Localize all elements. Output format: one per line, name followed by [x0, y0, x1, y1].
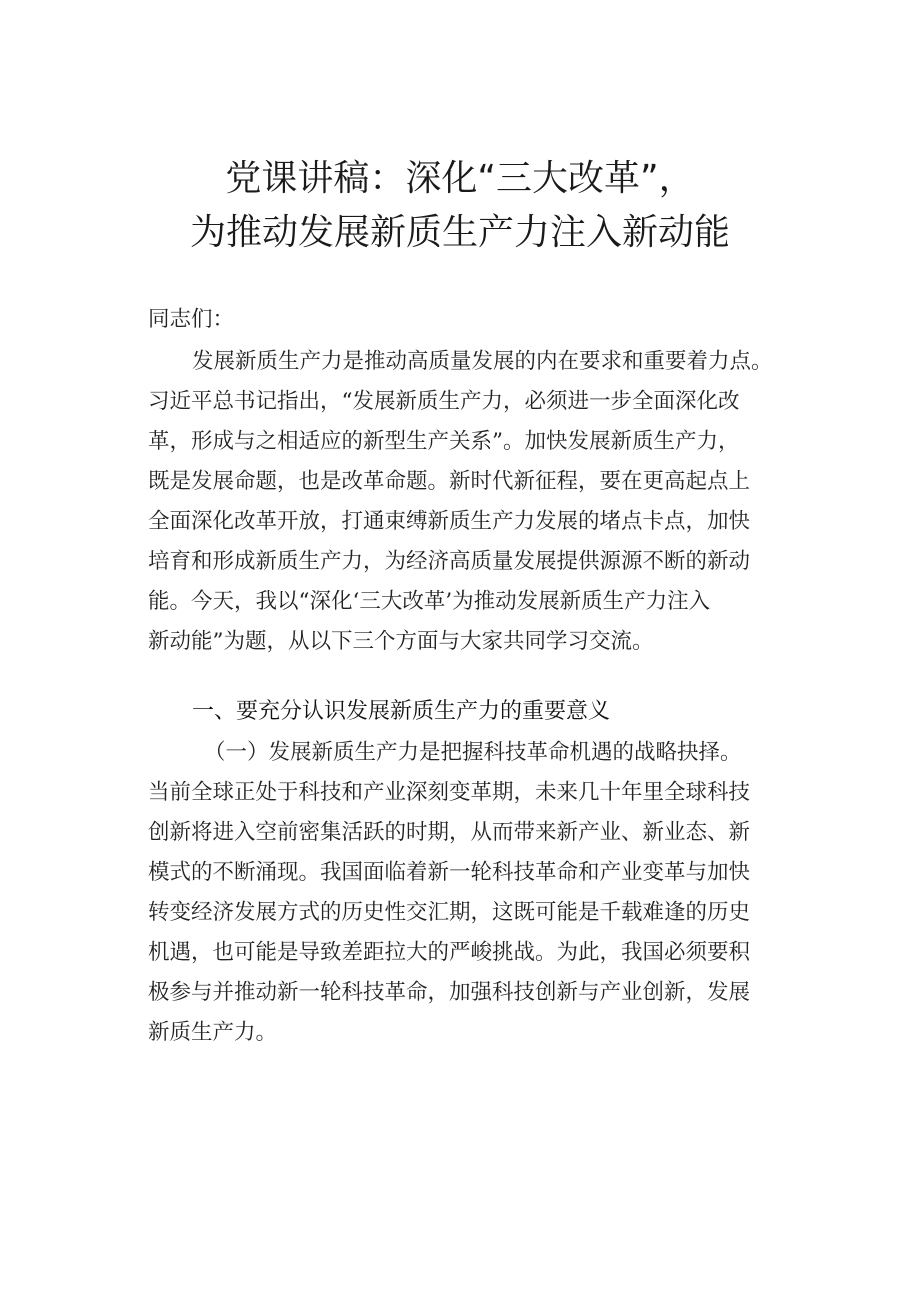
subsection-heading-line: （一）发展新质生产力是把握科技革命机遇的战略抉择。 [204, 740, 742, 765]
document-title-line-2: 为推动发展新质生产力注入新动能 [189, 212, 730, 253]
paragraph-line: 新动能”为题，从以下三个方面与大家共同学习交流。 [148, 629, 654, 654]
subsection-paragraph [148, 733, 808, 1053]
paragraph-line: 极参与并推动新一轮科技革命，加强科技创新与产业创新，发展 [148, 980, 751, 1005]
paragraph-line: 革，形成与之相适应的新型生产关系”。加快发展新质生产力， [148, 429, 740, 454]
paragraph-line: 全面深化改革开放，打通束缚新质生产力发展的堵点卡点，加快 [148, 509, 751, 534]
paragraph-line: 当前全球正处于科技和产业深刻变革期，未来几十年里全球科技 [148, 780, 751, 805]
paragraph-line: 模式的不断涌现。我国面临着新一轮科技革命和产业变革与加快 [148, 860, 751, 885]
salutation-text: 同志们： [148, 307, 235, 332]
paragraph-line: 新质生产力。 [148, 1020, 278, 1045]
paragraph-line: 转变经济发展方式的历史性交汇期，这既可能是千载难逢的历史 [148, 900, 751, 925]
paragraph-line: 创新将进入空前密集活跃的时期，从而带来新产业、新业态、新 [148, 820, 751, 845]
intro-paragraph [148, 342, 808, 662]
paragraph-line: 机遇，也可能是导致差距拉大的严峻挑战。为此，我国必须要积 [148, 940, 751, 965]
paragraph-line: 能。今天，我以“深化‘三大改革’为推动发展新质生产力注入 [148, 589, 711, 614]
section-heading: 一、要充分认识发展新质生产力的重要意义 [192, 699, 611, 724]
paragraph-line: 既是发展命题，也是改革命题。新时代新征程，要在更高起点上 [148, 469, 751, 494]
document-title-line-1: 党课讲稿：深化“三大改革”， [225, 158, 695, 199]
paragraph-line: 发展新质生产力是推动高质量发展的内在要求和重要着力点。 [192, 349, 773, 374]
salutation [148, 300, 808, 340]
paragraph-line: 培育和形成新质生产力，为经济高质量发展提供源源不断的新动 [148, 549, 751, 574]
paragraph-line: 习近平总书记指出，“发展新质生产力，必须进一步全面深化改 [148, 389, 740, 414]
